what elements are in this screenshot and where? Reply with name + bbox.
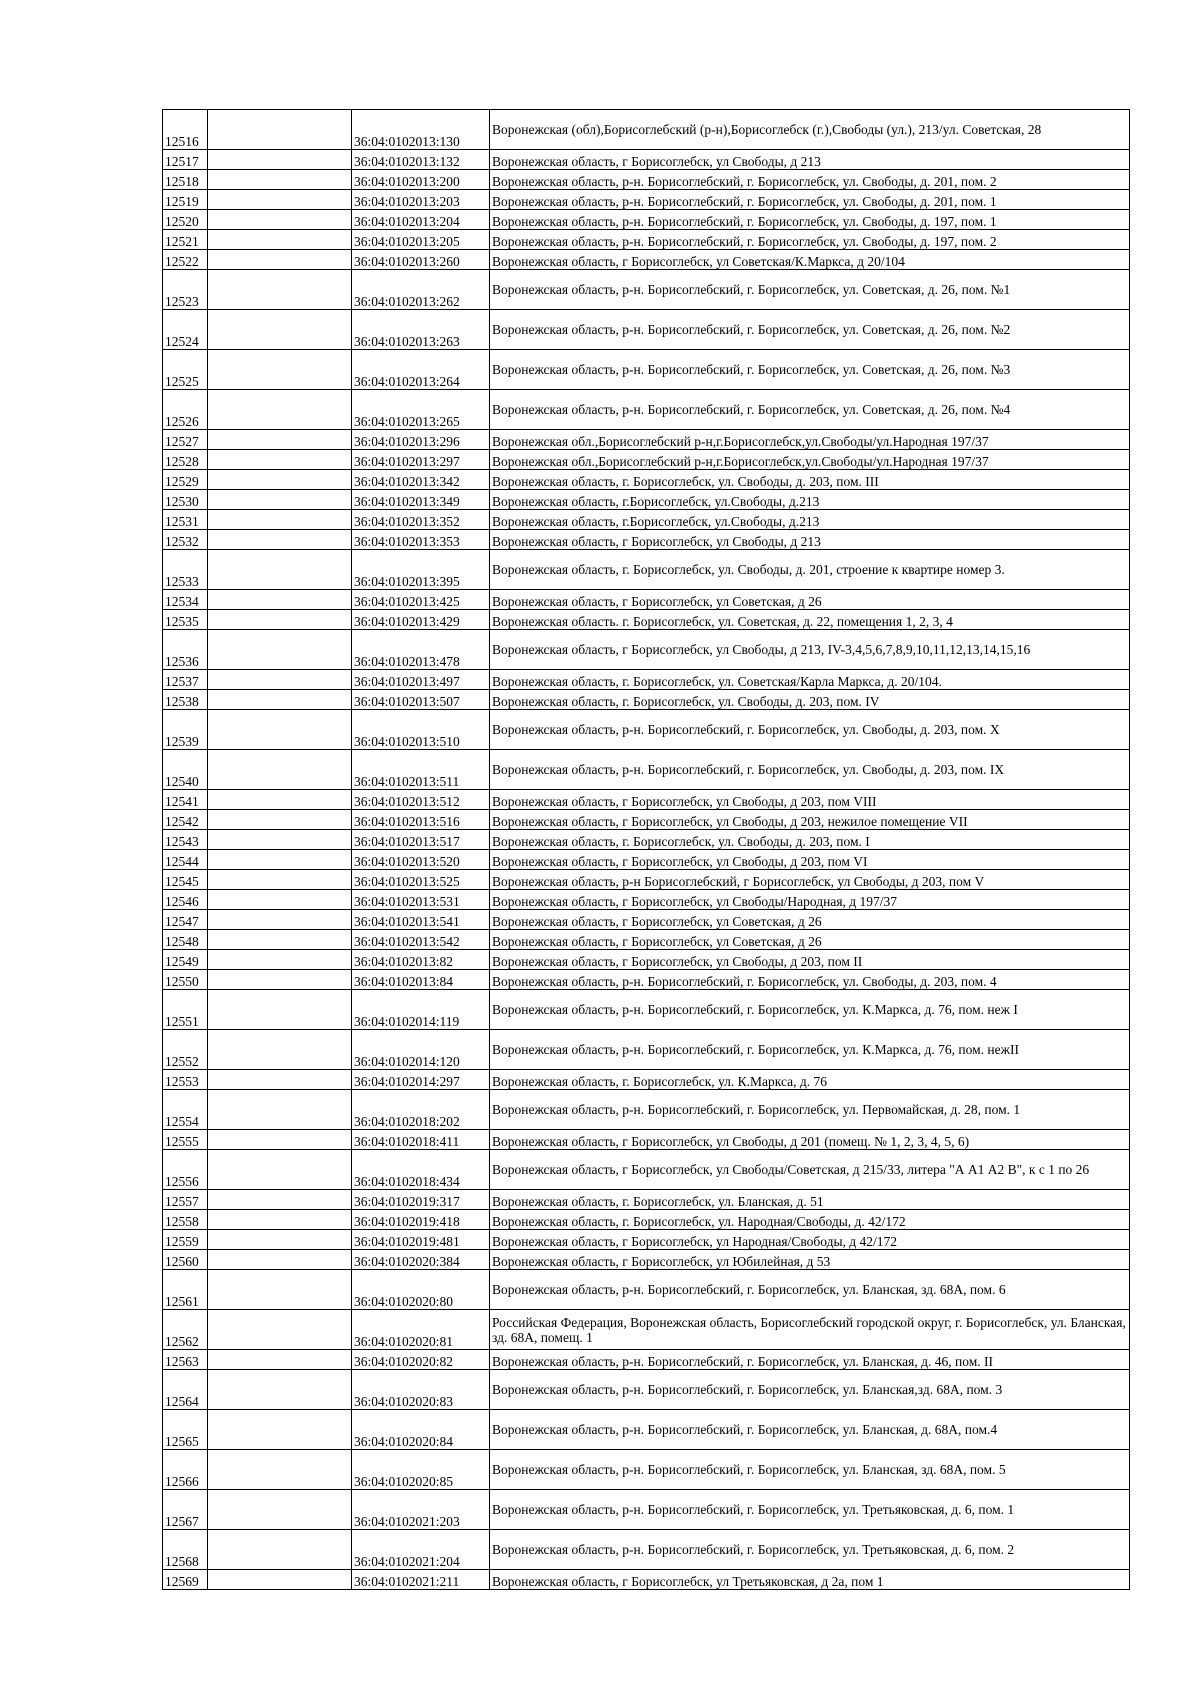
empty-cell <box>208 1530 352 1570</box>
empty-cell <box>208 550 352 590</box>
row-number-cell: 12558 <box>163 1210 208 1230</box>
table-row <box>163 630 1130 670</box>
cadastral-number-cell: 36:04:0102013:349 <box>352 490 490 510</box>
cadastral-number-cell: 36:04:0102013:263 <box>352 310 490 350</box>
cadastral-number-cell: 36:04:0102013:352 <box>352 510 490 530</box>
table-row <box>163 110 1130 150</box>
address-cell: Воронежская область, р-н. Борисоглебский, г. Борисоглебск, ул. Свободы, д. 203, пом. X <box>490 710 1130 750</box>
table-row <box>163 1070 1130 1090</box>
table-row <box>163 470 1130 490</box>
address-cell: Воронежская область, г. Борисоглебск, ул. Бланская, д. 51 <box>490 1190 1130 1210</box>
address-cell: Воронежская область, р-н. Борисоглебский, г. Борисоглебск, ул. К.Маркса, д. 76, пом. неж I <box>490 990 1130 1030</box>
address-cell: Воронежская область, р-н. Борисоглебский, г. Борисоглебск, ул. Свободы, д. 197, пом. 1 <box>490 210 1130 230</box>
row-number-cell: 12541 <box>163 790 208 810</box>
cadastral-number-cell: 36:04:0102013:395 <box>352 550 490 590</box>
table-row <box>163 1230 1130 1250</box>
row-number-cell: 12550 <box>163 970 208 990</box>
cadastral-number-cell: 36:04:0102014:297 <box>352 1070 490 1090</box>
row-number-cell: 12553 <box>163 1070 208 1090</box>
empty-cell <box>208 1130 352 1150</box>
cadastral-number-cell: 36:04:0102013:512 <box>352 790 490 810</box>
cadastral-number-cell: 36:04:0102013:204 <box>352 210 490 230</box>
cadastral-number-cell: 36:04:0102013:497 <box>352 670 490 690</box>
address-cell: Воронежская область, р-н. Борисоглебский, г. Борисоглебск, ул. Свободы, д. 203, пом. IX <box>490 750 1130 790</box>
address-cell: Воронежская область, р-н. Борисоглебский, г. Борисоглебск, ул. Бланская,зд. 68А, пом. 3 <box>490 1370 1130 1410</box>
table-row <box>163 870 1130 890</box>
address-cell: Воронежская область, г Борисоглебск, ул Свободы/Советская, д 215/33, литера "А А1 А2 В", к с 1 по 26 <box>490 1150 1130 1190</box>
table-row <box>163 1490 1130 1530</box>
cadastral-number-cell: 36:04:0102018:202 <box>352 1090 490 1130</box>
empty-cell <box>208 350 352 390</box>
address-cell: Воронежская область, г Борисоглебск, ул Свободы, д 213 <box>490 150 1130 170</box>
empty-cell <box>208 1310 352 1350</box>
address-cell: Воронежская обл.,Борисоглебский р-н,г.Борисоглебск,ул.Свободы/ул.Народная 197/37 <box>490 450 1130 470</box>
row-number-cell: 12528 <box>163 450 208 470</box>
cadastral-number-cell: 36:04:0102018:411 <box>352 1130 490 1150</box>
empty-cell <box>208 470 352 490</box>
cadastral-number-cell: 36:04:0102013:203 <box>352 190 490 210</box>
empty-cell <box>208 210 352 230</box>
address-cell: Воронежская область, г. Борисоглебск, ул. Свободы, д. 203, пом. I <box>490 830 1130 850</box>
empty-cell <box>208 590 352 610</box>
address-cell: Воронежская область, р-н. Борисоглебский, г. Борисоглебск, ул. Бланская, д. 46, пом. II <box>490 1350 1130 1370</box>
address-cell: Воронежская область, р-н. Борисоглебский, г. Борисоглебск, ул. Бланская, зд. 68А, пом. 5 <box>490 1450 1130 1490</box>
table-row <box>163 390 1130 430</box>
row-number-cell: 12523 <box>163 270 208 310</box>
empty-cell <box>208 830 352 850</box>
table-row <box>163 1310 1130 1350</box>
cadastral-number-cell: 36:04:0102013:130 <box>352 110 490 150</box>
table-row <box>163 970 1130 990</box>
empty-cell <box>208 490 352 510</box>
empty-cell <box>208 1490 352 1530</box>
empty-cell <box>208 910 352 930</box>
address-cell: Воронежская область, г Борисоглебск, ул Советская/К.Маркса, д 20/104 <box>490 250 1130 270</box>
empty-cell <box>208 310 352 350</box>
address-cell: Воронежская область, г. Борисоглебск, ул. Советская/Карла Маркса, д. 20/104. <box>490 670 1130 690</box>
empty-cell <box>208 810 352 830</box>
empty-cell <box>208 110 352 150</box>
address-cell: Воронежская область, р-н. Борисоглебский, г. Борисоглебск, ул. Свободы, д. 201, пом. 1 <box>490 190 1130 210</box>
row-number-cell: 12540 <box>163 750 208 790</box>
cadastral-number-cell: 36:04:0102013:517 <box>352 830 490 850</box>
cadastral-number-cell: 36:04:0102014:120 <box>352 1030 490 1070</box>
empty-cell <box>208 1190 352 1210</box>
address-cell: Воронежская обл.,Борисоглебский р-н,г.Борисоглебск,ул.Свободы/ул.Народная 197/37 <box>490 430 1130 450</box>
table-row <box>163 670 1130 690</box>
empty-cell <box>208 790 352 810</box>
cadastral-number-cell: 36:04:0102013:429 <box>352 610 490 630</box>
table-row <box>163 150 1130 170</box>
empty-cell <box>208 1230 352 1250</box>
cadastral-number-cell: 36:04:0102013:132 <box>352 150 490 170</box>
cadastral-number-cell: 36:04:0102020:81 <box>352 1310 490 1350</box>
table-row <box>163 250 1130 270</box>
cadastral-number-cell: 36:04:0102020:84 <box>352 1410 490 1450</box>
row-number-cell: 12529 <box>163 470 208 490</box>
cadastral-number-cell: 36:04:0102013:511 <box>352 750 490 790</box>
address-cell: Воронежская область, г Борисоглебск, ул Свободы, д 203, пом II <box>490 950 1130 970</box>
row-number-cell: 12552 <box>163 1030 208 1070</box>
table-row <box>163 1410 1130 1450</box>
row-number-cell: 12568 <box>163 1530 208 1570</box>
address-cell: Воронежская область, г.Борисоглебск, ул.Свободы, д.213 <box>490 510 1130 530</box>
table-row <box>163 350 1130 390</box>
table-row <box>163 170 1130 190</box>
empty-cell <box>208 710 352 750</box>
table-row <box>163 1570 1130 1590</box>
table-row <box>163 1150 1130 1190</box>
empty-cell <box>208 970 352 990</box>
empty-cell <box>208 890 352 910</box>
address-cell: Воронежская область, г. Борисоглебск, ул. К.Маркса, д. 76 <box>490 1070 1130 1090</box>
row-number-cell: 12525 <box>163 350 208 390</box>
table-row <box>163 830 1130 850</box>
cadastral-number-cell: 36:04:0102018:434 <box>352 1150 490 1190</box>
address-cell: Воронежская область. г. Борисоглебск, ул. Советская, д. 22, помещения 1, 2, 3, 4 <box>490 610 1130 630</box>
empty-cell <box>208 990 352 1030</box>
table-row <box>163 1090 1130 1130</box>
row-number-cell: 12559 <box>163 1230 208 1250</box>
address-cell: Воронежская область, г Борисоглебск, ул Свободы/Народная, д 197/37 <box>490 890 1130 910</box>
table-row <box>163 490 1130 510</box>
cadastral-number-cell: 36:04:0102013:205 <box>352 230 490 250</box>
empty-cell <box>208 1210 352 1230</box>
empty-cell <box>208 1250 352 1270</box>
address-cell: Воронежская область, г Борисоглебск, ул Народная/Свободы, д 42/172 <box>490 1230 1130 1250</box>
table-row <box>163 930 1130 950</box>
cadastral-number-cell: 36:04:0102020:80 <box>352 1270 490 1310</box>
empty-cell <box>208 230 352 250</box>
cadastral-number-cell: 36:04:0102013:342 <box>352 470 490 490</box>
table-row <box>163 1190 1130 1210</box>
address-cell: Воронежская область, г Борисоглебск, ул Свободы, д 203, пом VIII <box>490 790 1130 810</box>
table-row <box>163 1210 1130 1230</box>
table-row <box>163 610 1130 630</box>
cadastral-number-cell: 36:04:0102013:531 <box>352 890 490 910</box>
cadastral-number-cell: 36:04:0102020:82 <box>352 1350 490 1370</box>
empty-cell <box>208 930 352 950</box>
row-number-cell: 12530 <box>163 490 208 510</box>
table-row <box>163 950 1130 970</box>
row-number-cell: 12543 <box>163 830 208 850</box>
empty-cell <box>208 1270 352 1310</box>
row-number-cell: 12554 <box>163 1090 208 1130</box>
address-cell: Воронежская область, г Борисоглебск, ул Свободы, д 203, нежилое помещение VII <box>490 810 1130 830</box>
row-number-cell: 12532 <box>163 530 208 550</box>
row-number-cell: 12548 <box>163 930 208 950</box>
address-cell: Воронежская область, р-н. Борисоглебский, г. Борисоглебск, ул. Свободы, д. 201, пом. 2 <box>490 170 1130 190</box>
table-row <box>163 1370 1130 1410</box>
table-row <box>163 430 1130 450</box>
row-number-cell: 12556 <box>163 1150 208 1190</box>
table-row <box>163 750 1130 790</box>
row-number-cell: 12565 <box>163 1410 208 1450</box>
row-number-cell: 12561 <box>163 1270 208 1310</box>
cadastral-number-cell: 36:04:0102013:520 <box>352 850 490 870</box>
cadastral-number-cell: 36:04:0102013:542 <box>352 930 490 950</box>
empty-cell <box>208 610 352 630</box>
row-number-cell: 12531 <box>163 510 208 530</box>
address-cell: Воронежская область, р-н. Борисоглебский, г. Борисоглебск, ул. Первомайская, д. 28, пом. 1 <box>490 1090 1130 1130</box>
table-row <box>163 890 1130 910</box>
row-number-cell: 12563 <box>163 1350 208 1370</box>
cadastral-number-cell: 36:04:0102020:384 <box>352 1250 490 1270</box>
cadastral-number-cell: 36:04:0102013:478 <box>352 630 490 670</box>
address-cell: Воронежская область, г Борисоглебск, ул Советская, д 26 <box>490 910 1130 930</box>
empty-cell <box>208 1150 352 1190</box>
address-cell: Воронежская область, р-н. Борисоглебский, г. Борисоглебск, ул. Свободы, д. 203, пом. 4 <box>490 970 1130 990</box>
table-row <box>163 450 1130 470</box>
cadastral-number-cell: 36:04:0102020:83 <box>352 1370 490 1410</box>
table-row <box>163 590 1130 610</box>
table-row <box>163 550 1130 590</box>
row-number-cell: 12517 <box>163 150 208 170</box>
address-cell: Российская Федерация, Воронежская область, Борисоглебский городской округ, г. Борисоглебск, ул. Бланская, зд. 68А, помещ. 1 <box>490 1310 1130 1350</box>
empty-cell <box>208 530 352 550</box>
address-cell: Воронежская область, г. Борисоглебск, ул. Свободы, д. 203, пом. IV <box>490 690 1130 710</box>
table-row <box>163 1130 1130 1150</box>
cadastral-number-cell: 36:04:0102013:507 <box>352 690 490 710</box>
address-cell: Воронежская область, г Борисоглебск, ул Советская, д 26 <box>490 590 1130 610</box>
row-number-cell: 12542 <box>163 810 208 830</box>
cadastral-number-cell: 36:04:0102013:353 <box>352 530 490 550</box>
registry-table <box>162 109 1130 1590</box>
address-cell: Воронежская область, р-н. Борисоглебский, г. Борисоглебск, ул. К.Маркса, д. 76, пом. нежII <box>490 1030 1130 1070</box>
table-row <box>163 850 1130 870</box>
cadastral-number-cell: 36:04:0102013:541 <box>352 910 490 930</box>
empty-cell <box>208 1570 352 1590</box>
row-number-cell: 12546 <box>163 890 208 910</box>
address-cell: Воронежская область, г.Борисоглебск, ул.Свободы, д.213 <box>490 490 1130 510</box>
empty-cell <box>208 190 352 210</box>
empty-cell <box>208 510 352 530</box>
address-cell: Воронежская область, г Борисоглебск, ул Свободы, д 213, IV-3,4,5,6,7,8,9,10,11,12,13,14,15,16 <box>490 630 1130 670</box>
cadastral-number-cell: 36:04:0102013:510 <box>352 710 490 750</box>
row-number-cell: 12551 <box>163 990 208 1030</box>
row-number-cell: 12539 <box>163 710 208 750</box>
row-number-cell: 12526 <box>163 390 208 430</box>
table-row <box>163 1270 1130 1310</box>
row-number-cell: 12524 <box>163 310 208 350</box>
address-cell: Воронежская область, р-н. Борисоглебский, г. Борисоглебск, ул. Бланская, д. 68А, пом.4 <box>490 1410 1130 1450</box>
empty-cell <box>208 670 352 690</box>
cadastral-number-cell: 36:04:0102021:203 <box>352 1490 490 1530</box>
table-row <box>163 1450 1130 1490</box>
row-number-cell: 12522 <box>163 250 208 270</box>
address-cell: Воронежская область, р-н. Борисоглебский, г. Борисоглебск, ул. Бланская, зд. 68А, пом. 6 <box>490 1270 1130 1310</box>
cadastral-number-cell: 36:04:0102013:200 <box>352 170 490 190</box>
cadastral-number-cell: 36:04:0102013:296 <box>352 430 490 450</box>
table-row <box>163 790 1130 810</box>
row-number-cell: 12535 <box>163 610 208 630</box>
row-number-cell: 12516 <box>163 110 208 150</box>
address-cell: Воронежская область, р-н. Борисоглебский, г. Борисоглебск, ул. Третьяковская, д. 6, пом. 1 <box>490 1490 1130 1530</box>
cadastral-number-cell: 36:04:0102019:481 <box>352 1230 490 1250</box>
empty-cell <box>208 1370 352 1410</box>
table-row <box>163 190 1130 210</box>
row-number-cell: 12545 <box>163 870 208 890</box>
row-number-cell: 12533 <box>163 550 208 590</box>
table-row <box>163 710 1130 750</box>
address-cell: Воронежская область, р-н. Борисоглебский, г. Борисоглебск, ул. Свободы, д. 197, пом. 2 <box>490 230 1130 250</box>
cadastral-number-cell: 36:04:0102013:82 <box>352 950 490 970</box>
row-number-cell: 12534 <box>163 590 208 610</box>
table-row <box>163 510 1130 530</box>
empty-cell <box>208 850 352 870</box>
address-cell: Воронежская область, р-н. Борисоглебский, г. Борисоглебск, ул. Советская, д. 26, пом. №4 <box>490 390 1130 430</box>
row-number-cell: 12560 <box>163 1250 208 1270</box>
table-row <box>163 1350 1130 1370</box>
table-row <box>163 810 1130 830</box>
empty-cell <box>208 1090 352 1130</box>
cadastral-number-cell: 36:04:0102021:204 <box>352 1530 490 1570</box>
address-cell: Воронежская область, г. Борисоглебск, ул. Свободы, д. 203, пом. III <box>490 470 1130 490</box>
row-number-cell: 12520 <box>163 210 208 230</box>
empty-cell <box>208 870 352 890</box>
row-number-cell: 12547 <box>163 910 208 930</box>
row-number-cell: 12521 <box>163 230 208 250</box>
cadastral-number-cell: 36:04:0102013:265 <box>352 390 490 430</box>
empty-cell <box>208 450 352 470</box>
cadastral-number-cell: 36:04:0102021:211 <box>352 1570 490 1590</box>
empty-cell <box>208 1070 352 1090</box>
address-cell: Воронежская область, г Борисоглебск, ул Юбилейная, д 53 <box>490 1250 1130 1270</box>
row-number-cell: 12518 <box>163 170 208 190</box>
table-row <box>163 530 1130 550</box>
cadastral-number-cell: 36:04:0102013:260 <box>352 250 490 270</box>
cadastral-number-cell: 36:04:0102013:525 <box>352 870 490 890</box>
cadastral-number-cell: 36:04:0102020:85 <box>352 1450 490 1490</box>
address-cell: Воронежская область, г. Борисоглебск, ул. Народная/Свободы, д. 42/172 <box>490 1210 1130 1230</box>
empty-cell <box>208 430 352 450</box>
empty-cell <box>208 270 352 310</box>
row-number-cell: 12555 <box>163 1130 208 1150</box>
address-cell: Воронежская область, р-н. Борисоглебский, г. Борисоглебск, ул. Советская, д. 26, пом. №3 <box>490 350 1130 390</box>
cadastral-number-cell: 36:04:0102013:264 <box>352 350 490 390</box>
empty-cell <box>208 390 352 430</box>
empty-cell <box>208 950 352 970</box>
address-cell: Воронежская область, р-н. Борисоглебский, г. Борисоглебск, ул. Третьяковская, д. 6, пом. 2 <box>490 1530 1130 1570</box>
table-row <box>163 1250 1130 1270</box>
row-number-cell: 12557 <box>163 1190 208 1210</box>
empty-cell <box>208 630 352 670</box>
table-row <box>163 310 1130 350</box>
row-number-cell: 12566 <box>163 1450 208 1490</box>
empty-cell <box>208 150 352 170</box>
address-cell: Воронежская область, г Борисоглебск, ул Третьяковская, д 2а, пом 1 <box>490 1570 1130 1590</box>
row-number-cell: 12562 <box>163 1310 208 1350</box>
empty-cell <box>208 1030 352 1070</box>
table-row <box>163 990 1130 1030</box>
row-number-cell: 12549 <box>163 950 208 970</box>
table-row <box>163 690 1130 710</box>
empty-cell <box>208 250 352 270</box>
table-body <box>163 110 1130 1590</box>
table-row <box>163 230 1130 250</box>
address-cell: Воронежская область, г. Борисоглебск, ул. Свободы, д. 201, строение к квартире номер 3. <box>490 550 1130 590</box>
row-number-cell: 12519 <box>163 190 208 210</box>
row-number-cell: 12567 <box>163 1490 208 1530</box>
row-number-cell: 12569 <box>163 1570 208 1590</box>
empty-cell <box>208 1410 352 1450</box>
address-cell: Воронежская область, р-н. Борисоглебский, г. Борисоглебск, ул. Советская, д. 26, пом. №2 <box>490 310 1130 350</box>
empty-cell <box>208 690 352 710</box>
empty-cell <box>208 1450 352 1490</box>
table-row <box>163 210 1130 230</box>
cadastral-number-cell: 36:04:0102019:317 <box>352 1190 490 1210</box>
cadastral-number-cell: 36:04:0102013:425 <box>352 590 490 610</box>
table-row <box>163 1530 1130 1570</box>
table-row <box>163 1030 1130 1070</box>
row-number-cell: 12544 <box>163 850 208 870</box>
address-cell: Воронежская область, г Борисоглебск, ул Свободы, д 203, пом VI <box>490 850 1130 870</box>
empty-cell <box>208 1350 352 1370</box>
address-cell: Воронежская область, р-н Борисоглебский, г Борисоглебск, ул Свободы, д 203, пом V <box>490 870 1130 890</box>
table-row <box>163 910 1130 930</box>
row-number-cell: 12538 <box>163 690 208 710</box>
empty-cell <box>208 750 352 790</box>
address-cell: Воронежская область, р-н. Борисоглебский, г. Борисоглебск, ул. Советская, д. 26, пом. №1 <box>490 270 1130 310</box>
address-cell: Воронежская область, г Борисоглебск, ул Свободы, д 201 (помещ. № 1, 2, 3, 4, 5, 6) <box>490 1130 1130 1150</box>
cadastral-number-cell: 36:04:0102013:516 <box>352 810 490 830</box>
address-cell: Воронежская область, г Борисоглебск, ул Советская, д 26 <box>490 930 1130 950</box>
row-number-cell: 12537 <box>163 670 208 690</box>
address-cell: Воронежская область, г Борисоглебск, ул Свободы, д 213 <box>490 530 1130 550</box>
cadastral-number-cell: 36:04:0102013:297 <box>352 450 490 470</box>
cadastral-number-cell: 36:04:0102013:84 <box>352 970 490 990</box>
row-number-cell: 12564 <box>163 1370 208 1410</box>
cadastral-number-cell: 36:04:0102013:262 <box>352 270 490 310</box>
empty-cell <box>208 170 352 190</box>
cadastral-number-cell: 36:04:0102019:418 <box>352 1210 490 1230</box>
cadastral-number-cell: 36:04:0102014:119 <box>352 990 490 1030</box>
row-number-cell: 12527 <box>163 430 208 450</box>
row-number-cell: 12536 <box>163 630 208 670</box>
table-row <box>163 270 1130 310</box>
address-cell: Воронежская (обл),Борисоглебский (р-н),Борисоглебск (г.),Свободы (ул.), 213/ул. Советская, 28 <box>490 110 1130 150</box>
